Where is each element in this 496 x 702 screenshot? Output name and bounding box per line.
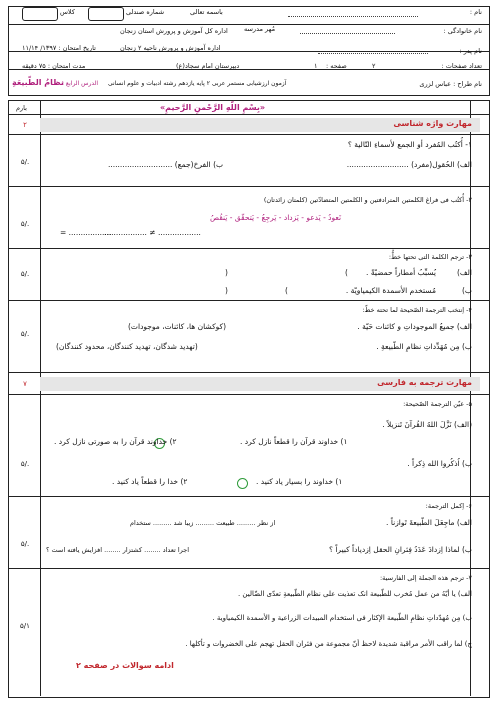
father-field[interactable] xyxy=(318,53,428,54)
row-divider xyxy=(8,568,490,569)
q2-prompt: ۲- أُکتُب فی فراغ الکلمتین المترادفتین و الکلمتین المتضادّتین (کلمتان زائدتان) xyxy=(263,196,472,204)
q3-a-label: الف) xyxy=(456,268,472,277)
row-divider xyxy=(8,394,490,395)
section-score: ۷ xyxy=(23,380,27,388)
row-divider xyxy=(8,248,490,249)
q3-prompt: ۳- ترجم الکلمة التی تحتها خطٌّ: xyxy=(388,253,472,261)
q6-prompt: ۶- اِکمل الترجمة: xyxy=(425,502,472,510)
q4-b-options: (تهدید شدگان، تهدید کنندگان، محدود کنندگان) xyxy=(56,342,198,351)
q3-b-label: ب) xyxy=(462,286,472,295)
q3-b-paren-open: ( xyxy=(285,286,288,295)
q5-item-a: (الف) نَزَّلَ اللهُ القُرآنَ تَنزیلاً . xyxy=(382,420,472,429)
page-value: ۱ xyxy=(314,62,318,70)
q6-score: ۵/. xyxy=(20,540,30,548)
name-label: نام : xyxy=(469,8,482,16)
q3-score: ۵/. xyxy=(20,270,30,278)
lesson-label: الدرس الرابع : xyxy=(62,80,99,87)
score-column-header: بارم xyxy=(16,104,27,112)
q4-prompt: ۴- اِنتخب الترجمة الصّحیحة لما تحته خطّ: xyxy=(362,306,472,314)
seat-label: شماره صندلی xyxy=(126,8,165,16)
q7-item-a: الف) یا أیّهُ من عمل مُخرب للطّبیعة انک تعذیت علی نظام الطّبیعةِ تعدّی الضّالین . xyxy=(237,590,472,598)
class-label: کلاس xyxy=(60,8,75,16)
q3-b-paren-close: ) xyxy=(225,286,228,295)
basmala: باسمه تعالی xyxy=(190,8,223,16)
pages-label: تعداد صفحات : xyxy=(441,62,482,70)
father-label: نام پدر : xyxy=(459,47,482,55)
section-score: ۲ xyxy=(23,121,27,129)
q6-item-b: ب) لماذا اِزدادَ عَدَدُ فِئرانِ الحقل اِزدیاداً کبیراً ؟ xyxy=(328,545,472,554)
section-title: مهارت واژه شناسی xyxy=(393,119,472,128)
q6-b-fill: اجرا تعداد ........ کشتزار ........ افزایش یافته است ؟ xyxy=(46,546,190,554)
q5-a-option-1[interactable]: ۱) خداوند قرآن را قطعاً نازل کرد . xyxy=(240,437,348,446)
q7-item-c: ج) لما راقب الأمر مراقبة شدیدة لاحظ أنّ مجموعة من فئران الحقل تهجم علی الخضروات و تأکلها . xyxy=(185,640,472,648)
q6-item-a: الف) ماجِعَلَ الطّبیعةَ تَوازناً . xyxy=(386,518,472,527)
q5-b1-circle-mark[interactable] xyxy=(237,478,248,489)
score-column-divider xyxy=(40,100,41,696)
q1-prompt: ۱- أُکتُب المُفرد أو الجمع لأسماءِ التّالیة ؟ xyxy=(347,140,472,149)
q2-answer-synonyms: = .................. xyxy=(60,228,112,237)
exam-date: تاریخ امتحان : ۱۳۹۷/ ۱۱/۱۴ xyxy=(22,44,96,52)
q5-b-option-1[interactable]: ۱) خداوند را بسیار یاد کنید . xyxy=(256,477,343,486)
q4-a-options: (کوکشان ها، کائنات، موجودات) xyxy=(128,322,227,331)
question-table xyxy=(8,100,490,698)
q5-item-b: ب) اُذکُروا الله ذِکراً . xyxy=(407,459,472,468)
row-divider xyxy=(8,372,490,373)
q1-score: ۵/. xyxy=(20,158,30,166)
row-divider xyxy=(8,134,490,135)
bismillah: «بِسْمِ اللّهِ الرَّحْمنِ الرَّحیمِ» xyxy=(160,103,266,112)
q2-score: ۵/. xyxy=(20,220,30,228)
q3-b-text: مُستخدم الأسمدة الکیمیاویّة . xyxy=(345,286,436,295)
name-field[interactable] xyxy=(288,9,418,17)
q4-item-b: ب) مِن مُهَدِّداتِ نظامِ الطّبیعةِ . xyxy=(376,342,472,351)
row-divider xyxy=(8,186,490,187)
q4-item-a: الف) جمیعُ الموجوداتِ و کائنات حَیّة . xyxy=(357,322,472,331)
exam-duration: مدت امتحان : ۷۵ دقیقه xyxy=(22,62,86,70)
class-box[interactable] xyxy=(22,7,58,21)
q1-item-b: ب) الفرخ(جمع) ........................... xyxy=(108,160,224,169)
row-divider xyxy=(8,114,490,115)
q2-word-list: نَعودُ - یَدعو - یَزداد - یَرجِعُ - یَتحقّق - یَنقُصُ xyxy=(210,213,342,222)
q5-prompt: ۵- عیّن الترجمة الصّحیحة: xyxy=(403,400,472,408)
pages-value: ۲ xyxy=(372,62,376,70)
q3-a-text: یُسبِّبُ أمطاراً حمضیّةً . xyxy=(366,268,436,277)
org-line-1: اداره کل آموزش و پرورش استان زنجان xyxy=(120,27,228,35)
family-label: نام خانوادگی : xyxy=(443,27,482,35)
q5-score: ۵/. xyxy=(20,460,30,468)
school-name: دبیرستان امام سجاد(ع) xyxy=(176,62,240,70)
q5-a-option-2[interactable]: ۲) خداوند قرآن را به صورتی نازل کرد . xyxy=(54,437,177,446)
q7-score: ۵/۱ xyxy=(20,622,30,630)
row-divider xyxy=(8,300,490,301)
q1-item-a: الف) الحُقول(مفرد) .......................... xyxy=(346,160,472,169)
exam-title: آزمون ارزشیابی مستمر عربی ۲ پایه یازدهم رشته ادبیات و علوم انسانی xyxy=(108,80,287,87)
q2-answer-antonyms: .................. ≠ .................. xyxy=(104,228,201,237)
q4-score: ۵/. xyxy=(20,330,30,338)
q7-item-b: ب) مِن مُهدّداتِ نظامِ الطّبیعة الإکثار فی استخدام المبیدات الزراعیة و الأسمدة الکیمیاویة . xyxy=(212,614,472,622)
school-stamp: مُهر مدرسه xyxy=(244,25,276,33)
org-line-2: اداره آموزش و پرورش ناحیه ۲ زنجان xyxy=(120,44,221,52)
family-field[interactable] xyxy=(300,33,395,34)
q5-b-option-2[interactable]: ۲) خدا را قطعاً یاد کنید . xyxy=(112,477,188,486)
q7-prompt: ۷- ترجم هذه الجملة إلی الفارسیة: xyxy=(379,574,472,582)
q6-a-fill: از نظر ......... طبیعت ......... زیبا شد ......... ستخدام xyxy=(130,519,276,527)
continue-note: ادامه سوالات در صفحه ۲ xyxy=(76,661,174,670)
q3-a-paren-close: ) xyxy=(225,268,228,277)
seat-number-box[interactable] xyxy=(88,7,124,21)
q3-a-paren-open: ( xyxy=(345,268,348,277)
row-divider xyxy=(8,496,490,497)
lesson-name: نظامُ الطّبیعَةِ xyxy=(12,78,64,87)
section-title: مهارت ترجمه به فارسی xyxy=(377,378,472,387)
page-label: صفحه : xyxy=(326,62,347,70)
designer-name: نام طراح : عباس لزری xyxy=(419,80,482,88)
number-column-divider xyxy=(470,100,471,696)
